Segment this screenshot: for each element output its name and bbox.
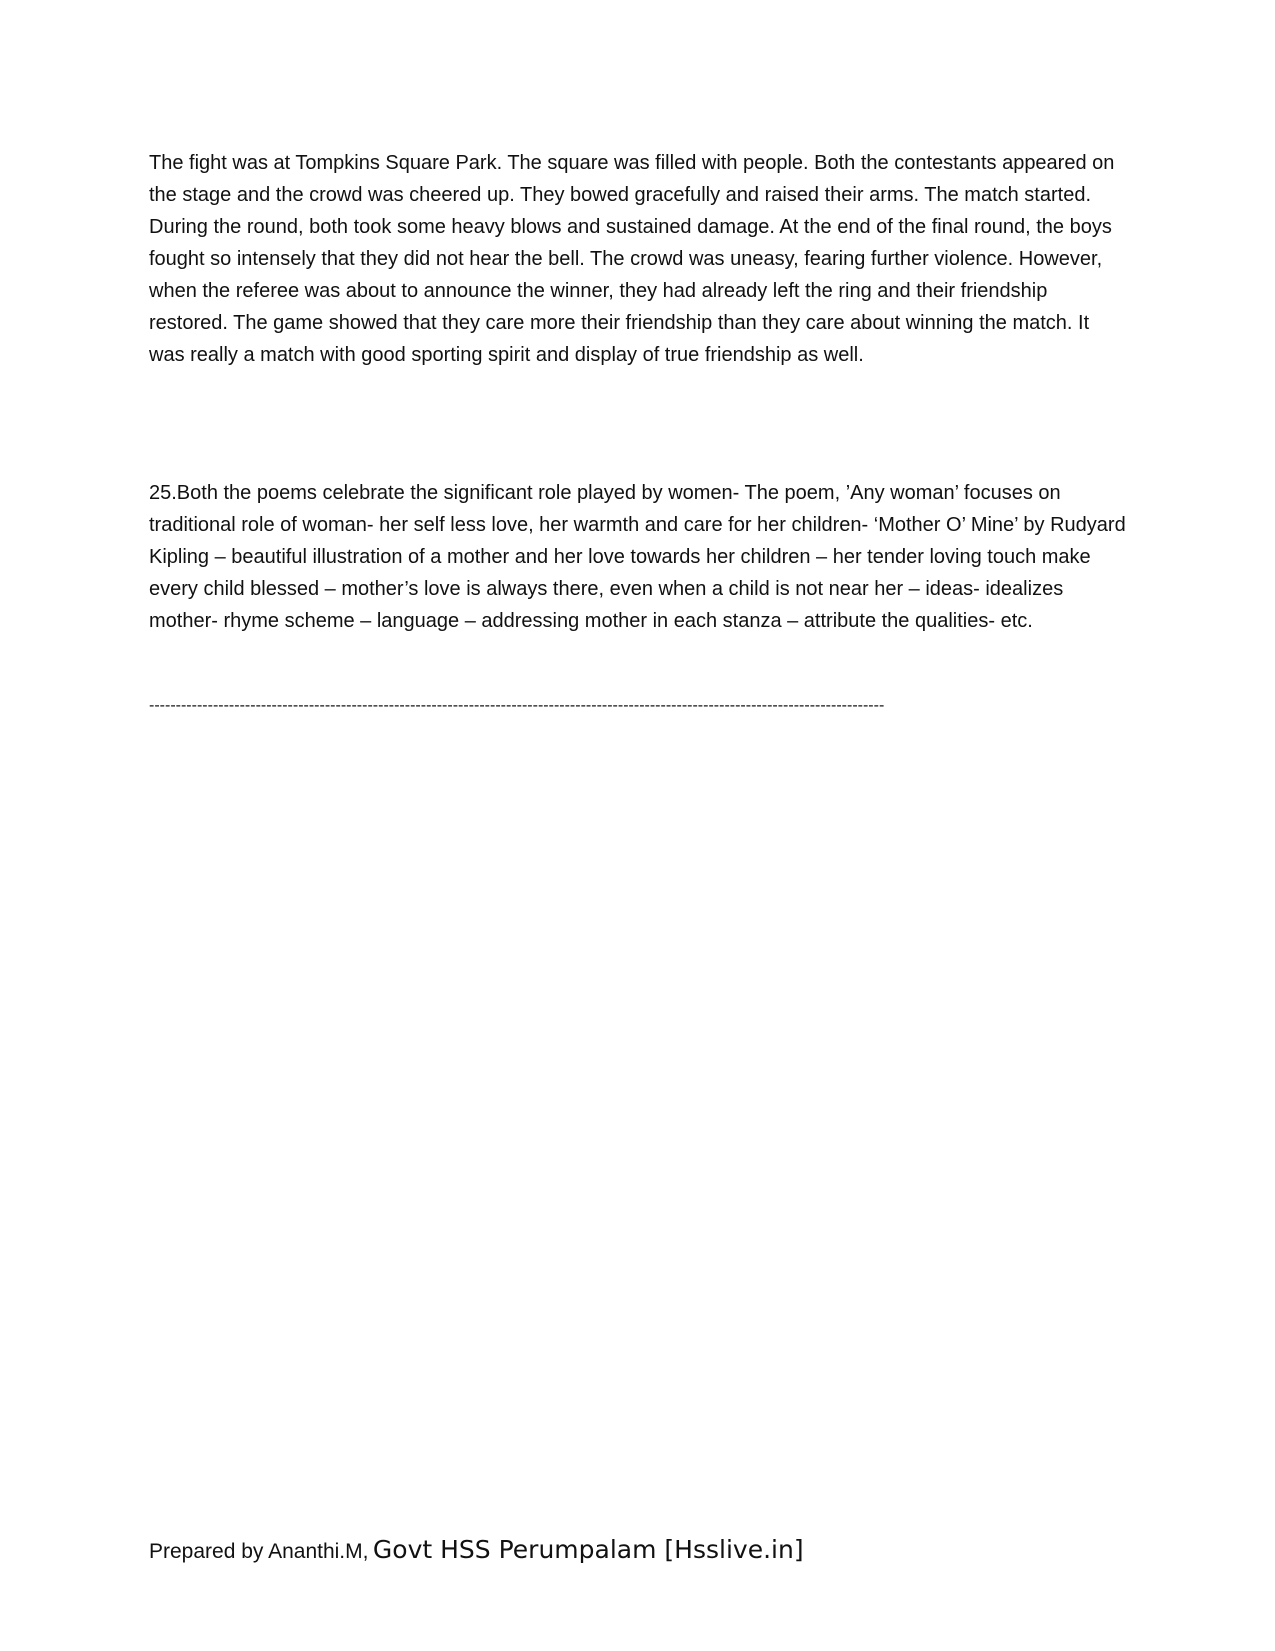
answer-paragraph-25: 25.Both the poems celebrate the significant role played by women- The poem, ’Any woman’ focuses on traditional role of woman- her self less love, her warmth and care for her children- ‘Mother O’ Mine’ by Rudyard Kipling – beautiful illustration of a mother and her love towards her children – her tender loving touch make every child blessed – mother’s love is always there, even when a child is not near her – ideas- idealizes mother- rhyme scheme – language – addressing mother in each stanza – attribute the qualities- etc. <box>149 482 1126 632</box>
footer-school: Govt HSS Perumpalam [Hsslive.in] <box>372 1535 804 1564</box>
answer-paragraph-story: The fight was at Tompkins Square Park. The square was filled with people. Both the contestants appeared on the stage and the crowd was cheered up. They bowed gracefully and raised their arms. The match started. During the round, both took some heavy blows and sustained damage. At the end of the final round, the boys fought so intensely that they did not hear the bell. The crowd was uneasy, fearing further violence. However, when the referee was about to announce the winner, they had already left the ring and their friendship restored. The game showed that they care more their friendship than they care about winning the match. It was really a match with good sporting spirit and display of true friendship as well. <box>149 152 1115 366</box>
footer-prepared-by: Prepared by Ananthi.M, <box>149 1540 369 1563</box>
page-footer <box>149 1535 804 1564</box>
dashed-separator: ------------------------------------------------------------------------------------------------------------------------------------------ <box>149 697 885 714</box>
